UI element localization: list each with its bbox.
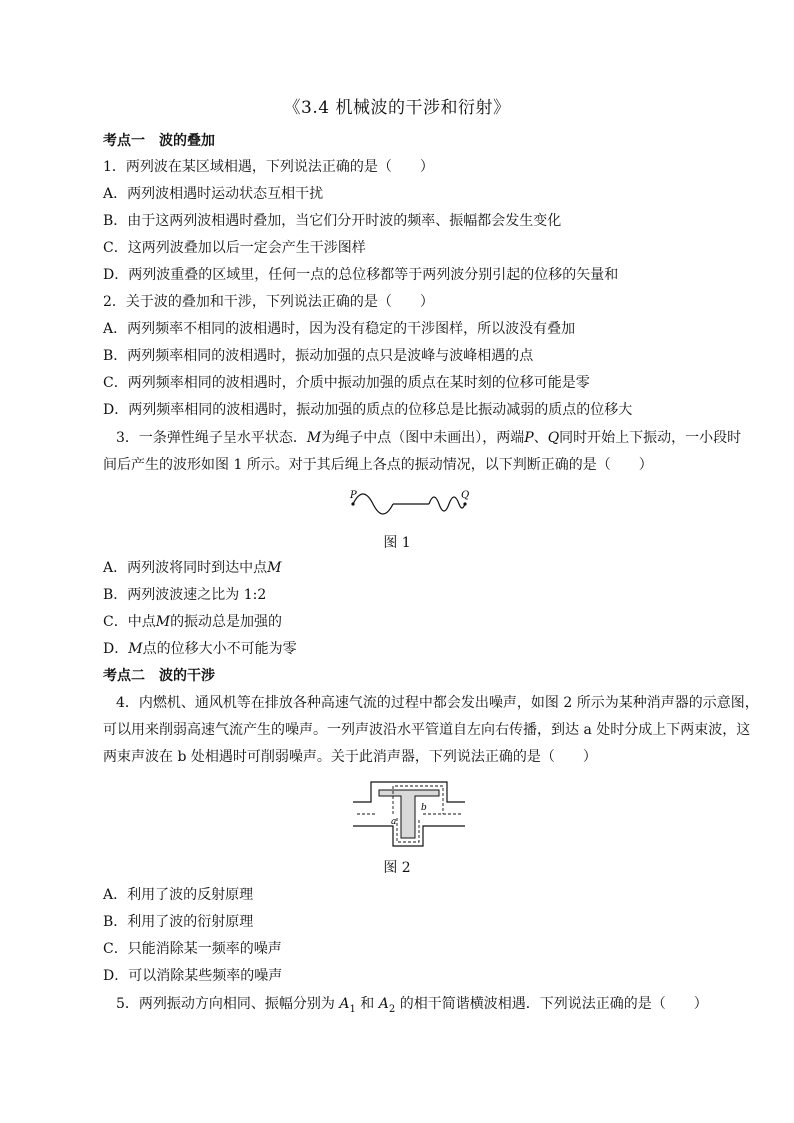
fig1-wave-left: [353, 494, 393, 514]
fig1-label-q: Q: [461, 490, 470, 501]
q1-option-a: A．两列波相遇时运动状态互相干扰: [103, 186, 324, 202]
fig1-wave-right: [429, 497, 465, 511]
section-heading-2: 考点二 波的干涉: [103, 668, 215, 684]
q3-stem-line1: 3．一条弹性绳子呈水平状态．M为绳子中点（图中未画出），两端P、Q同时开始上下振动，一小段时: [116, 430, 742, 446]
q2-option-b: B．两列频率相同的波相遇时，振动加强的点只是波峰与波峰相遇的点: [103, 348, 534, 364]
q3-stem-line2: 间后产生的波形如图 1 所示。对于其后绳上各点的振动情况，以下判断正确的是（ ）: [103, 457, 653, 473]
section-heading-1: 考点一 波的叠加: [103, 133, 215, 149]
q3-option-d: D．M点的位移大小不可能为零: [103, 641, 297, 657]
q1-option-d: D．两列波重叠的区域里，任何一点的总位移都等于两列波分别引起的位移的矢量和: [103, 267, 619, 283]
q4-stem-line3: 两束声波在 b 处相遇时可削弱噪声。关于此消声器，下列说法正确的是（ ）: [103, 749, 597, 765]
q5-stem: 5．两列振动方向相同、振幅分别为 $A_1$ 和 $A_2$ 的相干简谐横波相遇．下列说法正确的是（ ）: [116, 996, 708, 1015]
q1-stem: 1．两列波在某区域相遇，下列说法正确的是（ ）: [103, 159, 434, 175]
figure-1-rope-waves: [345, 486, 475, 522]
q2-option-c: C．两列频率相同的波相遇时，介质中振动加强的质点在某时刻的位移可能是零: [103, 375, 590, 391]
q1-option-c: C．这两列波叠加以后一定会产生干涉图样: [103, 240, 366, 256]
q4-option-b: B．利用了波的衍射原理: [103, 914, 254, 930]
q4-stem-line1: 4．内燃机、通风机等在排放各种高速气流的过程中都会发出噪声，如图 2 所示为某种消声器的示意图，: [116, 695, 759, 711]
figure-2-caption: 图 2: [383, 860, 411, 876]
q2-stem: 2．关于波的叠加和干涉，下列说法正确的是（ ）: [103, 294, 434, 310]
q3-option-b: B．两列波波速之比为 1:2: [103, 587, 267, 603]
fig2-label-b: b: [421, 803, 427, 813]
figure-1-caption: 图 1: [383, 535, 411, 551]
q4-stem-line2: 可以用来削弱高速气流产生的噪声。一列声波沿水平管道自左向右传播，到达 a 处时分成上下两束波，这: [103, 722, 751, 738]
q3-option-a: A．两列波将同时到达中点M: [103, 560, 282, 576]
q2-option-d: D．两列频率相同的波相遇时，振动加强的质点的位移总是比振动减弱的质点的位移大: [103, 402, 633, 418]
q2-option-a: A．两列频率不相同的波相遇时，因为没有稳定的干涉图样，所以波没有叠加: [103, 321, 576, 337]
q4-option-a: A．利用了波的反射原理: [103, 887, 254, 903]
q4-option-c: C．只能消除某一频率的噪声: [103, 941, 282, 957]
page-title: 《3.4 机械波的干涉和衍射》: [283, 98, 511, 118]
q4-option-d: D．可以消除某些频率的噪声: [103, 968, 283, 984]
fig1-label-p: P: [350, 490, 357, 501]
fig2-label-a: a: [391, 817, 397, 827]
q3-option-c: C．中点M的振动总是加强的: [103, 614, 283, 630]
q1-option-b: B．由于这两列波相遇时叠加，当它们分开时波的频率、振幅都会发生变化: [103, 213, 562, 229]
figure-2-silencer: [353, 778, 465, 850]
